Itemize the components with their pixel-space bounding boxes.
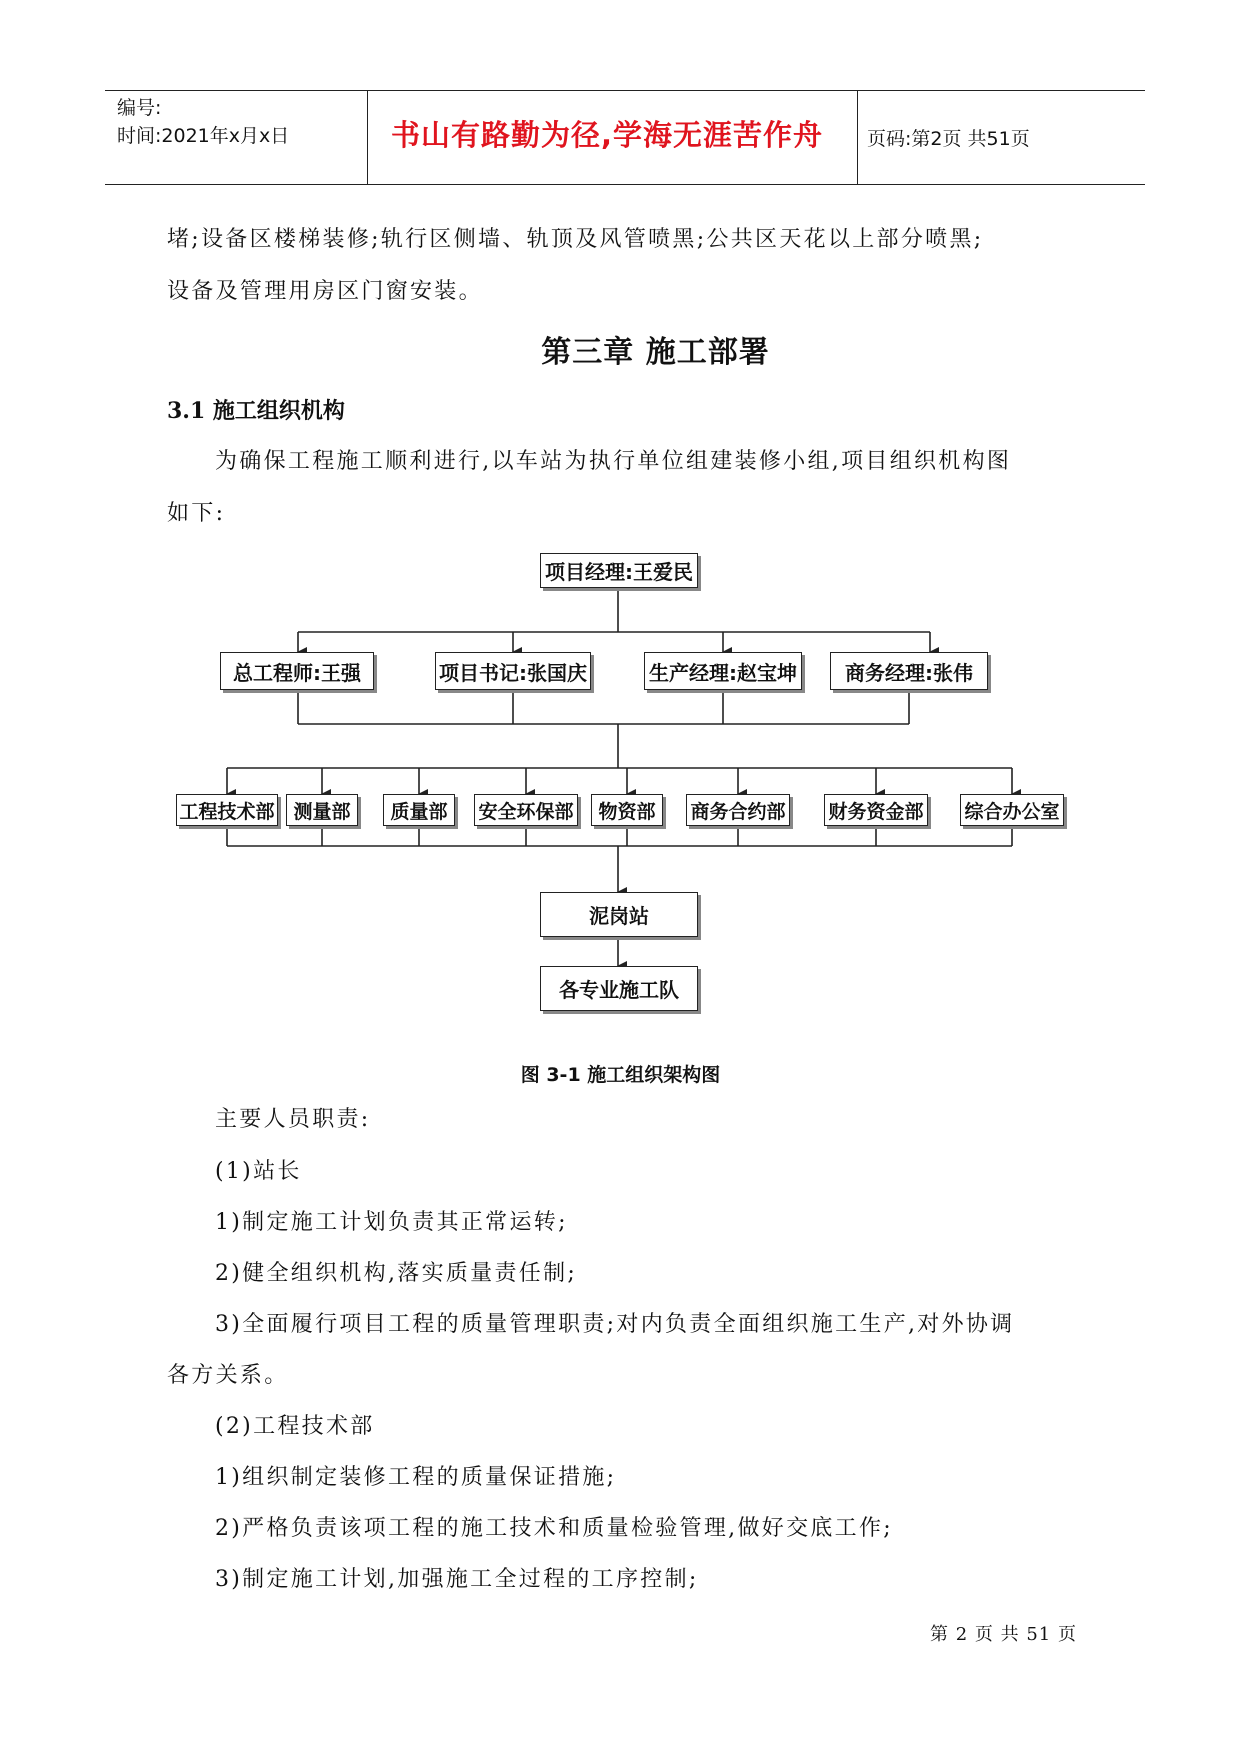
body-line: 为确保工程施工顺利进行,以车站为执行单位组建装修小组,项目组织机构图 — [215, 449, 1012, 474]
header-motto: 书山有路勤为径,学海无涯苦作舟 — [390, 118, 824, 152]
page-header — [105, 90, 1145, 185]
org-box-safety-dept: 安全环保部 — [474, 794, 578, 826]
org-box-chief-engineer: 总工程师:王强 — [220, 652, 374, 690]
chapter-title: 第三章 施工部署 — [541, 335, 770, 370]
org-box-production-manager: 生产经理:赵宝坤 — [644, 652, 802, 690]
org-box-engineering-dept: 工程技术部 — [176, 794, 278, 826]
org-box-survey-dept: 测量部 — [286, 794, 358, 826]
body-line: 1)制定施工计划负责其正常运转; — [215, 1210, 568, 1235]
header-meta — [117, 94, 289, 150]
header-divider — [857, 91, 858, 184]
org-box-general-office: 综合办公室 — [960, 794, 1064, 826]
org-box-project-secretary: 项目书记:张国庆 — [435, 652, 591, 690]
org-box-business-manager: 商务经理:张伟 — [830, 652, 988, 690]
org-box-materials-dept: 物资部 — [591, 794, 663, 826]
section-title: 3.1 施工组织机构 — [167, 398, 345, 424]
body-line: (1)站长 — [215, 1159, 302, 1184]
org-box-station: 泥岗站 — [540, 892, 698, 937]
org-box-finance-dept: 财务资金部 — [824, 794, 928, 826]
body-line: 3)制定施工计划,加强施工全过程的工序控制; — [215, 1567, 699, 1592]
org-box-teams: 各专业施工队 — [540, 966, 698, 1011]
body-line: 3)全面履行项目工程的质量管理职责;对内负责全面组织施工生产,对外协调 — [215, 1312, 1015, 1337]
page-footer: 第 2 页 共 51 页 — [930, 1624, 1077, 1645]
body-line: 堵;设备区楼梯装修;轨行区侧墙、轨顶及风管喷黑;公共区天花以上部分喷黑; — [167, 227, 984, 252]
org-box-quality-dept: 质量部 — [383, 794, 455, 826]
header-page-code: 页码:第2页 共51页 — [867, 128, 1030, 150]
doc-number-label: 编号: — [117, 97, 162, 119]
body-line: 如下: — [167, 501, 226, 526]
org-box-contracts-dept: 商务合约部 — [686, 794, 790, 826]
body-line: 2)严格负责该项工程的施工技术和质量检验管理,做好交底工作; — [215, 1516, 893, 1541]
body-line: (2)工程技术部 — [215, 1414, 375, 1439]
org-box-project-manager: 项目经理:王爱民 — [540, 553, 698, 588]
figure-caption: 图 3-1 施工组织架构图 — [520, 1064, 721, 1086]
body-line: 各方关系。 — [167, 1363, 289, 1388]
body-line: 1)组织制定装修工程的质量保证措施; — [215, 1465, 617, 1490]
body-line: 2)健全组织机构,落实质量责任制; — [215, 1261, 578, 1286]
body-line: 主要人员职责: — [215, 1107, 371, 1132]
doc-time-label: 时间:2021年x月x日 — [117, 125, 290, 147]
body-line: 设备及管理用房区门窗安装。 — [167, 279, 483, 304]
